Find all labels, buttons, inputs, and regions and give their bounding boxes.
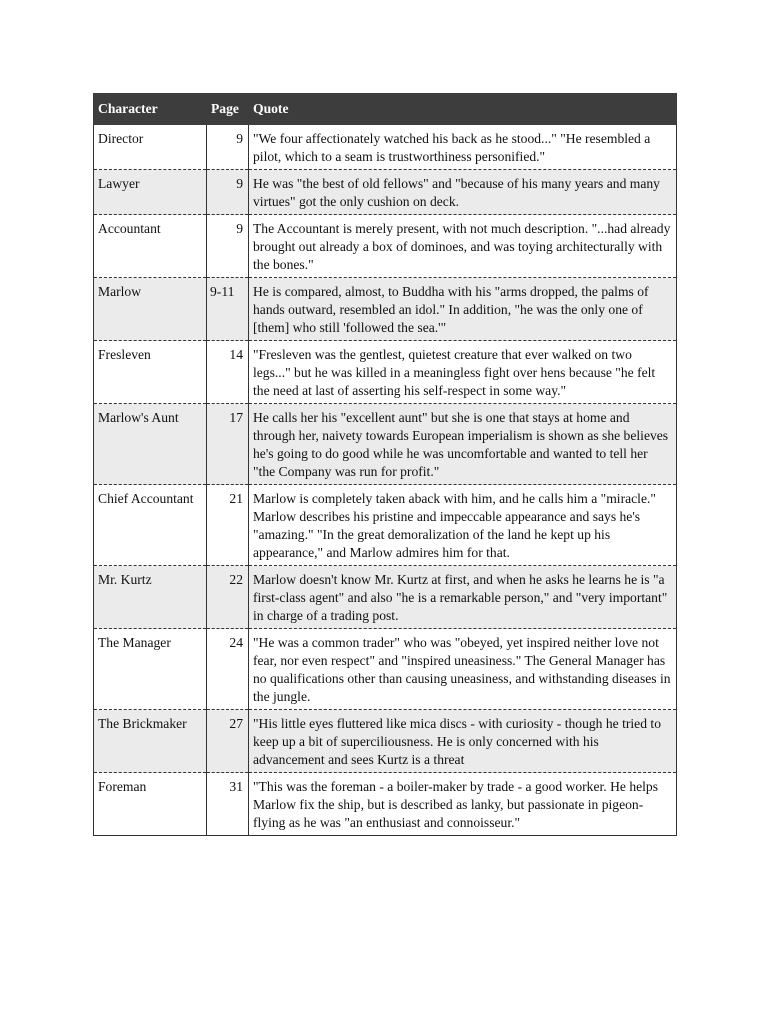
cell-character: Accountant [94,215,207,278]
document-page [93,93,676,836]
cell-page: 27 [207,710,249,773]
table-row [94,125,677,170]
table-row [94,170,677,215]
table-row [94,278,677,341]
cell-quote: "This was the foreman - a boiler-maker by trade - a good worker. He helps Marlow fix the ship, but is described as lanky, but passionate in pigeon-flying as he was "an enthusiast and connoisseur." [249,773,677,836]
cell-character: Mr. Kurtz [94,566,207,629]
table-row [94,485,677,566]
table-header [94,94,677,125]
cell-character: Foreman [94,773,207,836]
cell-page: 21 [207,485,249,566]
cell-page: 9 [207,215,249,278]
cell-page: 9 [207,170,249,215]
cell-quote: "He was a common trader" who was "obeyed, yet inspired neither love not fear, nor even respect" and "inspired uneasiness." The General Manager has no qualifications other than causing uneasiness, and withstanding diseases in the jungle. [249,629,677,710]
table-row [94,404,677,485]
cell-quote: "His little eyes fluttered like mica discs - with curiosity - though he tried to keep up a bit of superciliousness. He is only concerned with his advancement and sees Kurtz is a threat [249,710,677,773]
table-row [94,215,677,278]
column-header-page: Page [207,94,249,125]
cell-quote: He is compared, almost, to Buddha with his "arms dropped, the palms of hands outward, resembled an idol." In addition, "he was the only one of [them] who still 'followed the sea.'" [249,278,677,341]
cell-character: Lawyer [94,170,207,215]
cell-character: Director [94,125,207,170]
table-row [94,710,677,773]
cell-page: 24 [207,629,249,710]
table-row [94,773,677,836]
cell-character: The Brickmaker [94,710,207,773]
header-row [94,94,677,125]
cell-character: Marlow [94,278,207,341]
cell-character: Chief Accountant [94,485,207,566]
cell-character: The Manager [94,629,207,710]
cell-page: 17 [207,404,249,485]
cell-quote: The Accountant is merely present, with not much description. "...had already brought out already a box of dominoes, and was toying architecturally with the bones." [249,215,677,278]
cell-character: Fresleven [94,341,207,404]
cell-page: 31 [207,773,249,836]
cell-quote: He calls her his "excellent aunt" but she is one that stays at home and through her, naivety towards European imperialism is shown as she believes he's going to do good while he was uncomfortable and wanted to tell her "the Company was run for profit." [249,404,677,485]
cell-quote: Marlow is completely taken aback with him, and he calls him a "miracle." Marlow describes his pristine and impeccable appearance and says he's "amazing." "In the great demoralization of the land he kept up his appearance," and Marlow admires him for that. [249,485,677,566]
table-row [94,629,677,710]
character-quotes-table [93,93,677,836]
table-row [94,341,677,404]
cell-page: 9 [207,125,249,170]
table-row [94,566,677,629]
cell-quote: "We four affectionately watched his back as he stood..." "He resembled a pilot, which to a seam is trustworthiness personified." [249,125,677,170]
column-header-character: Character [94,94,207,125]
cell-page: 14 [207,341,249,404]
cell-page: 22 [207,566,249,629]
cell-quote: "Fresleven was the gentlest, quietest creature that ever walked on two legs..." but he was killed in a meaningless fight over hens because "he felt the need at last of asserting his self-respect in some way." [249,341,677,404]
cell-page: 9-11 [207,278,249,341]
cell-quote: Marlow doesn't know Mr. Kurtz at first, and when he asks he learns he is "a first-class agent" and also "he is a remarkable person," and "very important" in charge of a trading post. [249,566,677,629]
cell-quote: He was "the best of old fellows" and "because of his many years and many virtues" got the only cushion on deck. [249,170,677,215]
column-header-quote: Quote [249,94,677,125]
table-body [94,125,677,836]
cell-character: Marlow's Aunt [94,404,207,485]
